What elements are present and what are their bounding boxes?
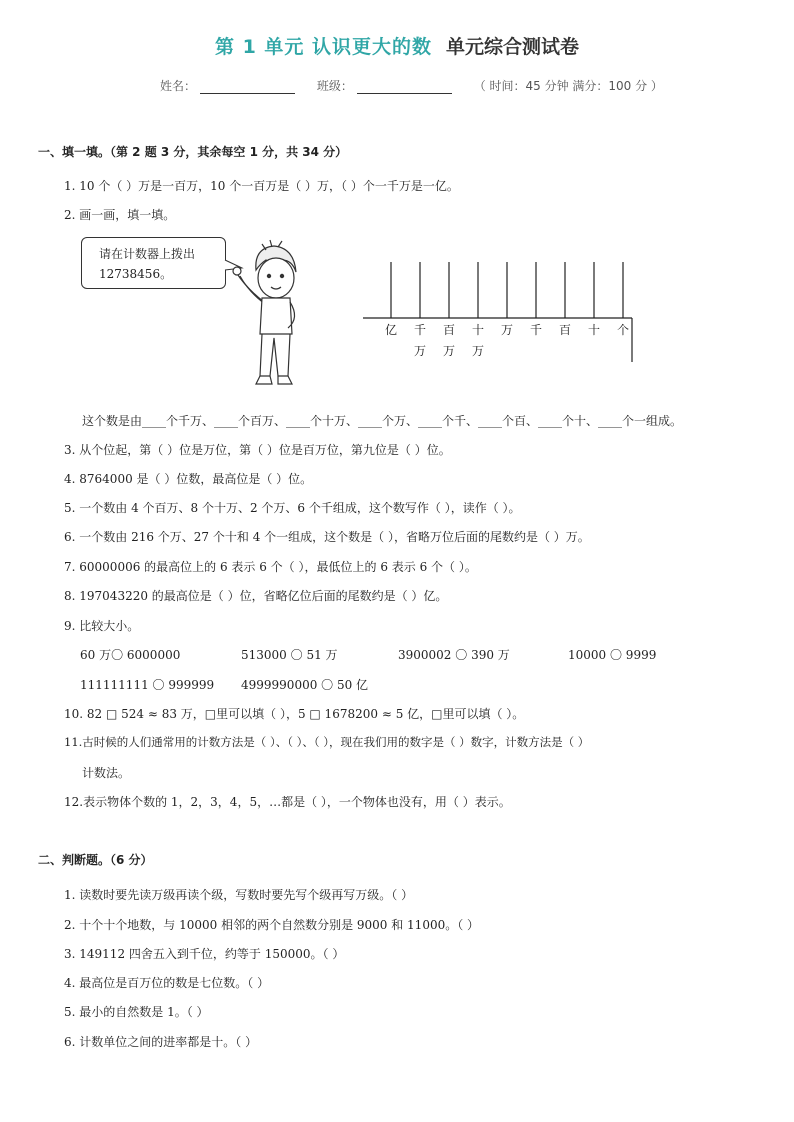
question-7: 7. 60000006 的最高位上的 6 表示 6 个（ ），最低位上的 6 表示 6 个（ ）。 bbox=[64, 560, 477, 574]
judge-item: 1. 读数时要先读万级再读个级，写数时要先写个级再写万级。（ ） bbox=[64, 888, 414, 902]
question-10: 10. 82 □ 524 ≈ 83 万，□里可以填（ ），5 □ 1678200 ≈ 5 亿，□里可以填（ ）。 bbox=[64, 707, 525, 721]
compare-item: 3900002 〇 390 万 bbox=[398, 648, 510, 662]
judge-item: 4. 最高位是百万位的数是七位数。（ ） bbox=[64, 976, 270, 990]
question-9: 9. 比较大小。 bbox=[64, 619, 140, 633]
compare-item: 4999990000 〇 50 亿 bbox=[241, 678, 369, 692]
question-4: 4. 8764000 是（ ）位数，最高位是（ ）位。 bbox=[64, 472, 313, 486]
speech-line-2: 12738456。 bbox=[99, 267, 173, 281]
question-5: 5. 一个数由 4 个百万、8 个十万、2 个万、6 个千组成，这个数写作（ ），读作（ ）。 bbox=[64, 501, 521, 515]
name-label: 姓名： bbox=[160, 79, 197, 93]
judge-item: 3. 149112 四舍五入到千位，约等于 150000。（ ） bbox=[64, 947, 345, 961]
question-11: 11.古时候的人们通常用的计数方法是（ ）、（ ）、（ ），现在我们用的数字是（ ）数字，计数方法是（ ） bbox=[64, 735, 590, 749]
question-2-fill: 这个数是由____个千万、____个百万、____个十万、____个万、____个千、____个百、____个十、____个一组成。 bbox=[82, 414, 683, 428]
question-12: 12.表示物体个数的 1，2，3，4，5，…都是（ ），一个物体也没有，用（ ）表示。 bbox=[64, 795, 511, 809]
speech-bubble bbox=[81, 237, 226, 289]
judge-item: 5. 最小的自然数是 1。（ ） bbox=[64, 1005, 209, 1019]
compare-item: 111111111 〇 999999 bbox=[80, 678, 215, 692]
abacus-label: 亿 bbox=[384, 323, 398, 337]
abacus-sublabel: 万 bbox=[471, 344, 485, 358]
question-6: 6. 一个数由 216 个万、27 个十和 4 个一组成，这个数是（ ），省略万位后面的尾数约是（ ）万。 bbox=[64, 530, 590, 544]
section2-heading: 二、判断题。（6 分） bbox=[38, 853, 153, 867]
abacus-label: 百 bbox=[558, 323, 572, 337]
question-11-continued: 计数法。 bbox=[82, 766, 131, 780]
test-title: 单元综合测试卷 bbox=[446, 36, 580, 58]
abacus-label: 个 bbox=[616, 323, 630, 337]
class-label: 班级： bbox=[316, 79, 353, 93]
page-title bbox=[0, 32, 794, 59]
question-3: 3. 从个位起，第（ ）位是万位，第（ ）位是百万位，第九位是（ ）位。 bbox=[64, 443, 451, 457]
abacus-label: 十 bbox=[587, 323, 601, 337]
abacus-label: 千 bbox=[529, 323, 543, 337]
question-2: 2. 画一画，填一填。 bbox=[64, 208, 176, 222]
compare-item: 10000 〇 9999 bbox=[568, 648, 657, 662]
question-8: 8. 197043220 的最高位是（ ）位，省略亿位后面的尾数约是（ ）亿。 bbox=[64, 589, 448, 603]
girl-illustration-icon bbox=[226, 238, 306, 386]
student-info bbox=[160, 77, 663, 94]
name-field[interactable] bbox=[200, 81, 295, 94]
abacus-label: 千 bbox=[413, 323, 427, 337]
abacus-label: 十 bbox=[471, 323, 485, 337]
exam-info: （ 时间：45 分钟 满分：100 分 ） bbox=[473, 79, 663, 93]
judge-item: 6. 计数单位之间的进率都是十。（ ） bbox=[64, 1035, 258, 1049]
judge-item: 2. 十个十个地数，与 10000 相邻的两个自然数分别是 9000 和 11000。（ ） bbox=[64, 918, 480, 932]
question-1: 1. 10 个（ ）万是一百万，10 个一百万是（ ）万，（ ）个一千万是一亿。 bbox=[64, 179, 459, 193]
compare-item: 60 万〇 6000000 bbox=[80, 648, 181, 662]
class-field[interactable] bbox=[357, 81, 452, 94]
compare-item: 513000 〇 51 万 bbox=[241, 648, 338, 662]
unit-title: 第 1 单元 认识更大的数 bbox=[214, 36, 433, 58]
abacus-sublabel: 万 bbox=[413, 344, 427, 358]
abacus-label: 百 bbox=[442, 323, 456, 337]
abacus-label: 万 bbox=[500, 323, 514, 337]
section1-heading: 一、填一填。（第 2 题 3 分，其余每空 1 分，共 34 分） bbox=[38, 145, 348, 159]
speech-line-1: 请在计数器上拨出 bbox=[99, 247, 196, 261]
abacus-counter[interactable] bbox=[360, 260, 650, 365]
abacus-sublabel: 万 bbox=[442, 344, 456, 358]
